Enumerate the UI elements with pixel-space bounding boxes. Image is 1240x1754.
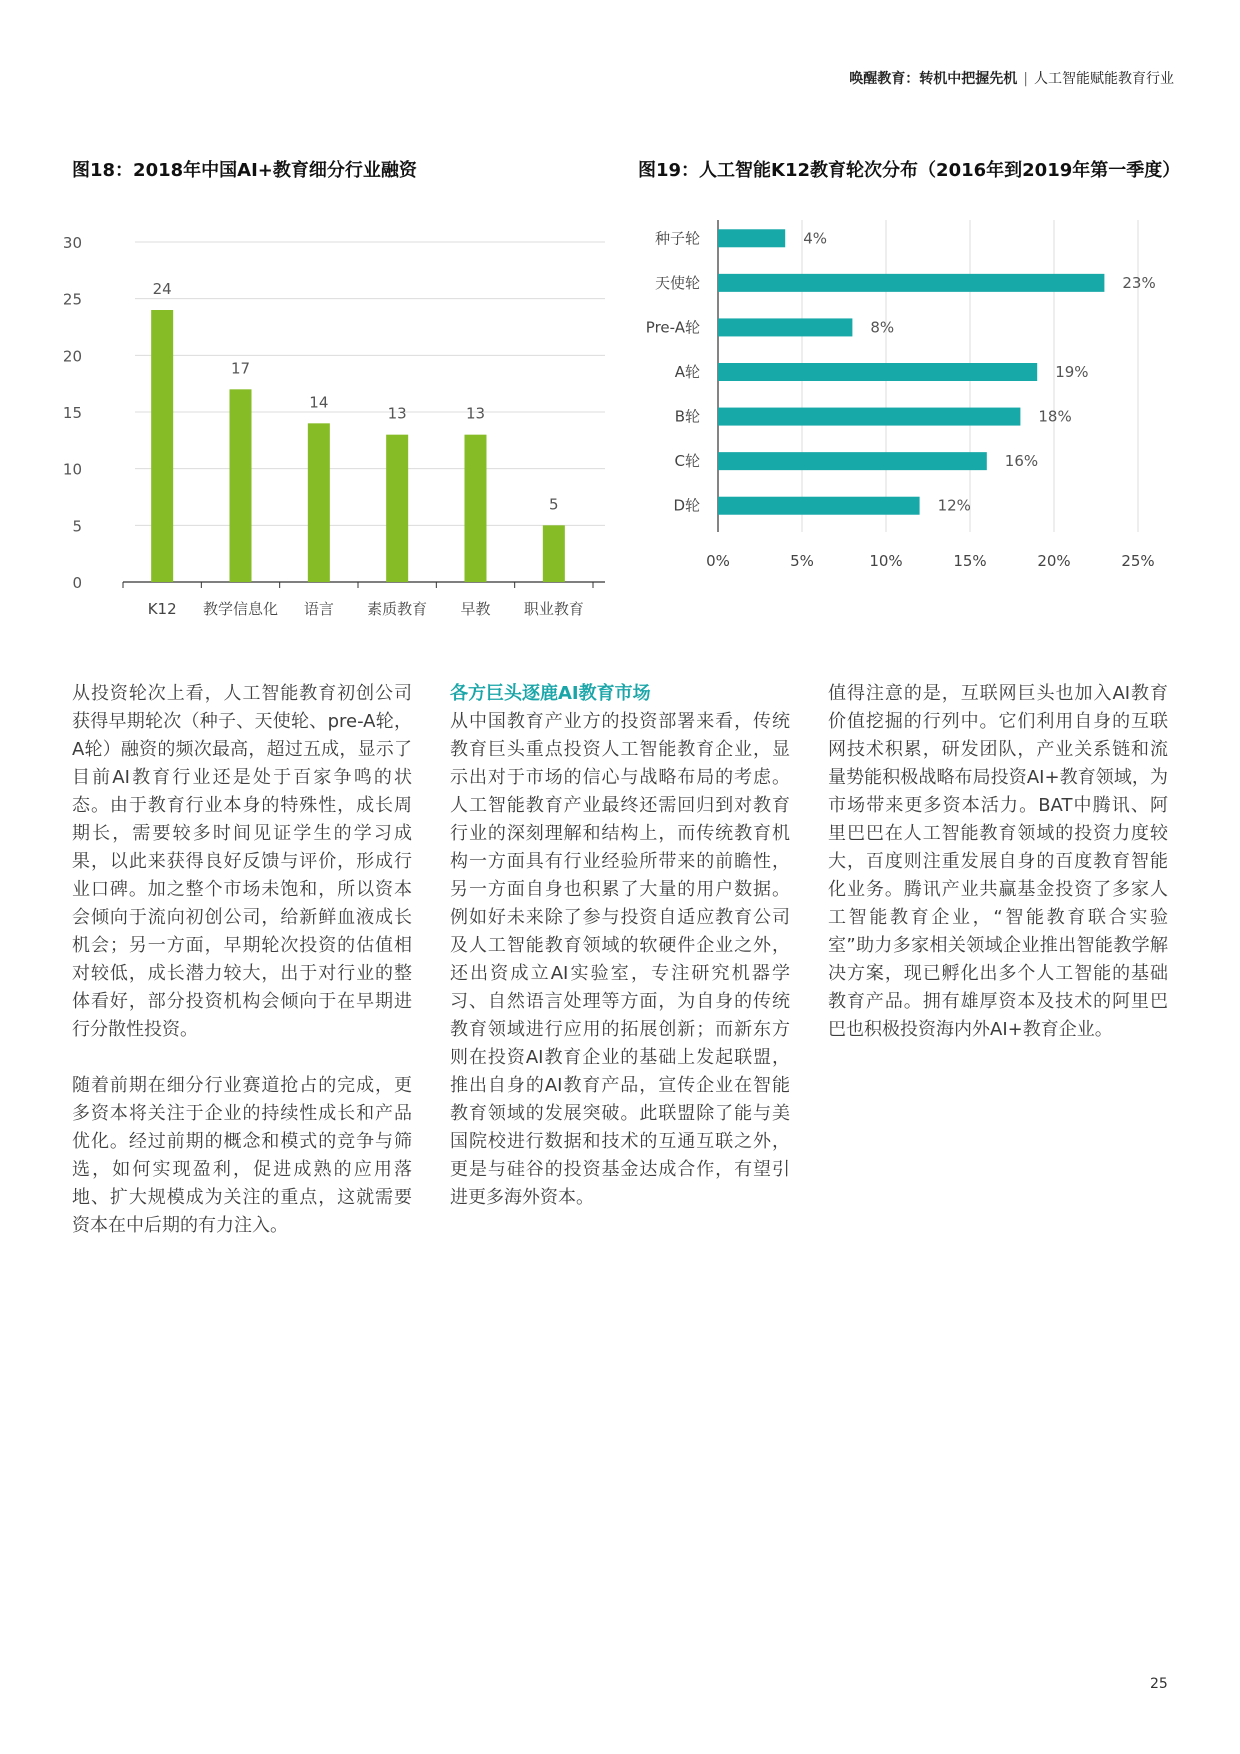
y-tick-label: 20	[62, 347, 82, 366]
text-column-1	[72, 680, 412, 1268]
bar	[465, 435, 487, 582]
y-tick-label: 25	[62, 290, 82, 309]
x-tick-label: 20%	[1037, 552, 1071, 570]
bar-value-label: 12%	[937, 496, 971, 515]
bar-value-label: 24	[152, 280, 172, 298]
bar-value-label: 5	[549, 495, 559, 514]
x-category-label: 语言	[303, 600, 334, 618]
text-column-2	[450, 680, 790, 1240]
text-column-3	[828, 680, 1168, 1072]
bar-value-label: 23%	[1122, 273, 1156, 292]
y-category-label: B轮	[674, 407, 700, 426]
x-tick-label: 5%	[790, 552, 814, 570]
bar-value-label: 18%	[1038, 407, 1072, 426]
header-title: 唤醒教育：转机中把握先机	[849, 71, 1018, 87]
bar-value-label: 14	[309, 393, 329, 412]
bar-value-label: 4%	[803, 229, 827, 248]
bar	[543, 525, 565, 582]
bar-value-label: 13	[465, 404, 486, 423]
y-category-label: C轮	[674, 452, 700, 471]
y-category-label: Pre-A轮	[645, 318, 700, 337]
bar	[386, 435, 408, 582]
y-tick-label: 10	[62, 460, 82, 479]
bar	[718, 452, 987, 470]
bar	[718, 497, 920, 515]
x-tick-label: 0%	[706, 552, 730, 570]
bar-value-label: 17	[230, 359, 251, 378]
x-category-label: 职业教育	[523, 600, 584, 618]
y-tick-label: 15	[62, 404, 82, 422]
figure-19-title: 图19：人工智能K12教育轮次分布（2016年到2019年第一季度）	[638, 160, 1181, 181]
col2-paragraph-1: 从中国教育产业方的投资部署来看，传统教育巨头重点投资人工智能教育企业，显示出对于市场的信心与战略布局的考虑。人工智能教育产业最终还需回归到对教育行业的深刻理解和结构上，而传统教育机构一方面具有行业经验所带来的前瞻性，另一方面自身也积累了大量的用户数据。例如好未来除了参与投资自适应教育公司及人工智能教育领域的软硬件企业之外，还出资成立AI实验室，专注研究机器学习、自然语言处理等方面，为自身的传统教育领域进行应用的拓展创新；而新东方则在投资AI教育企业的基础上发起联盟，推出自身的AI教育产品，宣传企业在智能教育领域的发展突破。此联盟除了能与美国院校进行数据和技术的互通互联之外，更是与硅谷的投资基金达成合作，有望引进更多海外资本。	[450, 711, 790, 1208]
col3-paragraph-1: 值得注意的是，互联网巨头也加入AI教育价值挖掘的行列中。它们利用自身的互联网技术积累，研发团队，产业关系链和流量势能积极战略布局投资AI+教育领域，为市场带来更多资本活力。BAT中腾讯、阿里巴巴在人工智能教育领域的投资力度较大，百度则注重发展自身的百度教育智能化业务。腾讯产业共赢基金投资了多家人工智能教育企业，“智能教育联合实验室”助力多家相关领域企业推出智能教学解决方案，现已孵化出多个人工智能的基础教育产品。拥有雄厚资本及技术的阿里巴巴也积极投资海内外AI+教育企业。	[828, 683, 1168, 1040]
y-tick-label: 5	[72, 517, 82, 536]
bar	[718, 408, 1020, 426]
figure-18-bar-chart	[60, 220, 620, 640]
x-category-label: K12	[147, 600, 177, 618]
y-tick-label: 0	[72, 574, 82, 592]
bar	[718, 363, 1037, 381]
col1-paragraph-2: 随着前期在细分行业赛道抢占的完成，更多资本将关注于企业的持续性成长和产品优化。经过前期的概念和模式的竞争与筛选，如何实现盈利，促进成熟的应用落地、扩大规模成为关注的重点，这就需要资本在中后期的有力注入。	[72, 1075, 412, 1236]
page-number: 25	[1150, 1676, 1168, 1692]
y-category-label: A轮	[674, 363, 700, 381]
bar-value-label: 13	[387, 404, 407, 423]
x-tick-label: 10%	[869, 552, 903, 570]
y-tick-label: 30	[62, 234, 82, 252]
y-category-label: D轮	[673, 496, 700, 515]
bar-value-label: 16%	[1004, 452, 1039, 471]
x-category-label: 教学信息化	[202, 600, 279, 618]
figure-19-horizontal-bar-chart	[620, 220, 1180, 640]
bar	[151, 310, 173, 582]
bar	[230, 389, 252, 582]
bar	[718, 229, 785, 247]
col1-paragraph-1: 从投资轮次上看，人工智能教育初创公司获得早期轮次（种子、天使轮、pre-A轮，A轮）融资的频次最高，超过五成，显示了目前AI教育行业还是处于百家争鸣的状态。由于教育行业本身的特殊性，成长周期长，需要较多时间见证学生的学习成果，以此来获得良好反馈与评价，形成行业口碑。加之整个市场未饱和，所以资本会倾向于流向初创公司，给新鲜血液成长机会；另一方面，早期轮次投资的估值相对较低，成长潜力较大，出于对行业的整体看好，部分投资机构会倾向于在早期进行分散性投资。	[72, 683, 412, 1040]
x-category-label: 素质教育	[367, 600, 428, 618]
x-category-label: 早教	[460, 600, 491, 618]
header-subtitle: 人工智能赋能教育行业	[1034, 71, 1174, 87]
page-header	[849, 68, 1174, 88]
bar	[718, 274, 1104, 292]
y-category-label: 天使轮	[654, 273, 700, 292]
bar-value-label: 19%	[1055, 363, 1089, 381]
x-tick-label: 25%	[1121, 552, 1155, 570]
section-heading: 各方巨头逐鹿AI教育市场	[450, 683, 651, 704]
y-category-label: 种子轮	[654, 229, 700, 248]
x-tick-label: 15%	[953, 552, 987, 570]
bar	[308, 423, 330, 582]
bar-value-label: 8%	[870, 318, 895, 337]
bar	[718, 318, 852, 336]
figure-18-title: 图18：2018年中国AI+教育细分行业融资	[72, 160, 417, 181]
header-separator: |	[1023, 71, 1028, 87]
